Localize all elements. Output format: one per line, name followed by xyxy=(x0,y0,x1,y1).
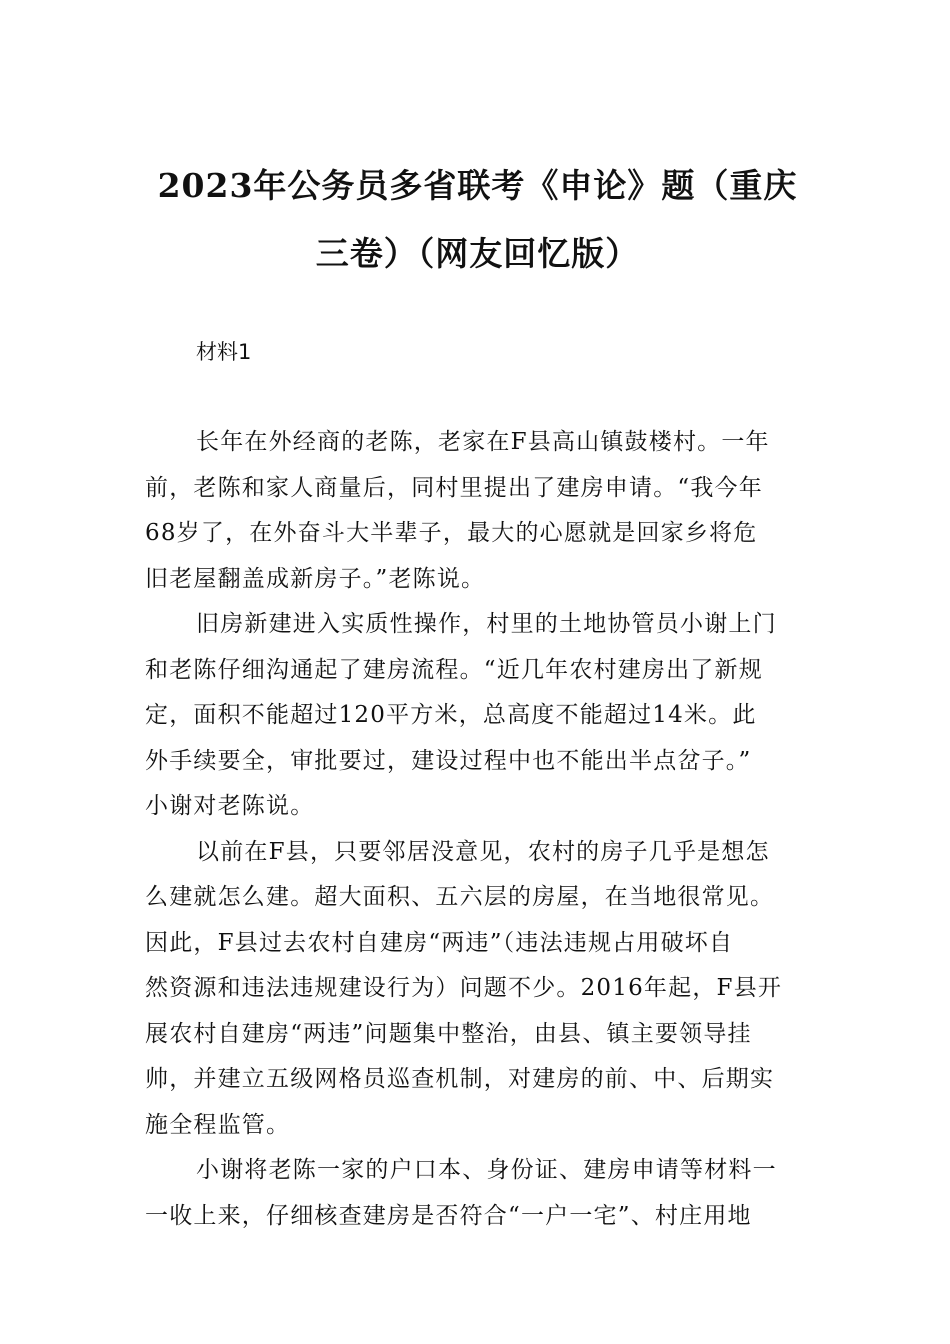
title-line-2: 三卷）（网友回忆版） xyxy=(315,234,640,273)
text-line: 定，面积不能超过120平方米，总高度不能超过14米。此 xyxy=(145,702,757,728)
text-line: 以前在F县，只要邻居没意见，农村的房子几乎是想怎 xyxy=(196,838,770,865)
paragraph-3 xyxy=(145,830,810,1149)
text-line: 和老陈仔细沟通起了建房流程。“近几年农村建房出了新规 xyxy=(145,656,763,683)
paragraph-4 xyxy=(145,1148,810,1239)
text-line: 因此，F县过去农村自建房“两违”（违法违规占用破坏自 xyxy=(145,929,734,956)
text-line: 施全程监管。 xyxy=(145,1111,291,1138)
text-line: 旧老屋翻盖成新房子。”老陈说。 xyxy=(145,565,486,592)
text-line: 一收上来，仔细核查建房是否符合“一户一宅”、村庄用地 xyxy=(145,1202,752,1229)
text-line: 旧房新建进入实质性操作，村里的土地协管员小谢上门 xyxy=(196,611,777,637)
text-line: 展农村自建房“两违”问题集中整治，由县、镇主要领导挂 xyxy=(145,1020,752,1047)
text-line: 前，老陈和家人商量后，同村里提出了建房申请。“我今年 xyxy=(145,474,763,501)
paragraph-1 xyxy=(145,420,810,602)
text-line: 帅，并建立五级网格员巡查机制，对建房的前、中、后期实 xyxy=(145,1066,775,1092)
title-line-1: 2023年公务员多省联考《申论》题（重庆 xyxy=(157,166,798,205)
text-line: 小谢将老陈一家的户口本、身份证、建房申请等材料一 xyxy=(196,1157,777,1183)
text-line: 长年在外经商的老陈，老家在F县高山镇鼓楼村。一年 xyxy=(196,429,770,455)
text-line: 小谢对老陈说。 xyxy=(145,793,315,819)
paragraph-2 xyxy=(145,602,810,830)
text-line: 然资源和违法违规建设行为）问题不少。2016年起，F县开 xyxy=(145,975,783,1001)
text-line: 外手续要全，审批要过，建设过程中也不能出半点岔子。” xyxy=(145,747,752,774)
document-body xyxy=(145,420,810,1239)
document-title xyxy=(145,152,810,288)
text-line: 么建就怎么建。超大面积、五六层的房屋，在当地很常见。 xyxy=(145,884,775,910)
section-label: 材料1 xyxy=(196,340,252,364)
text-line: 68岁了，在外奋斗大半辈子，最大的心愿就是回家乡将危 xyxy=(145,520,758,546)
